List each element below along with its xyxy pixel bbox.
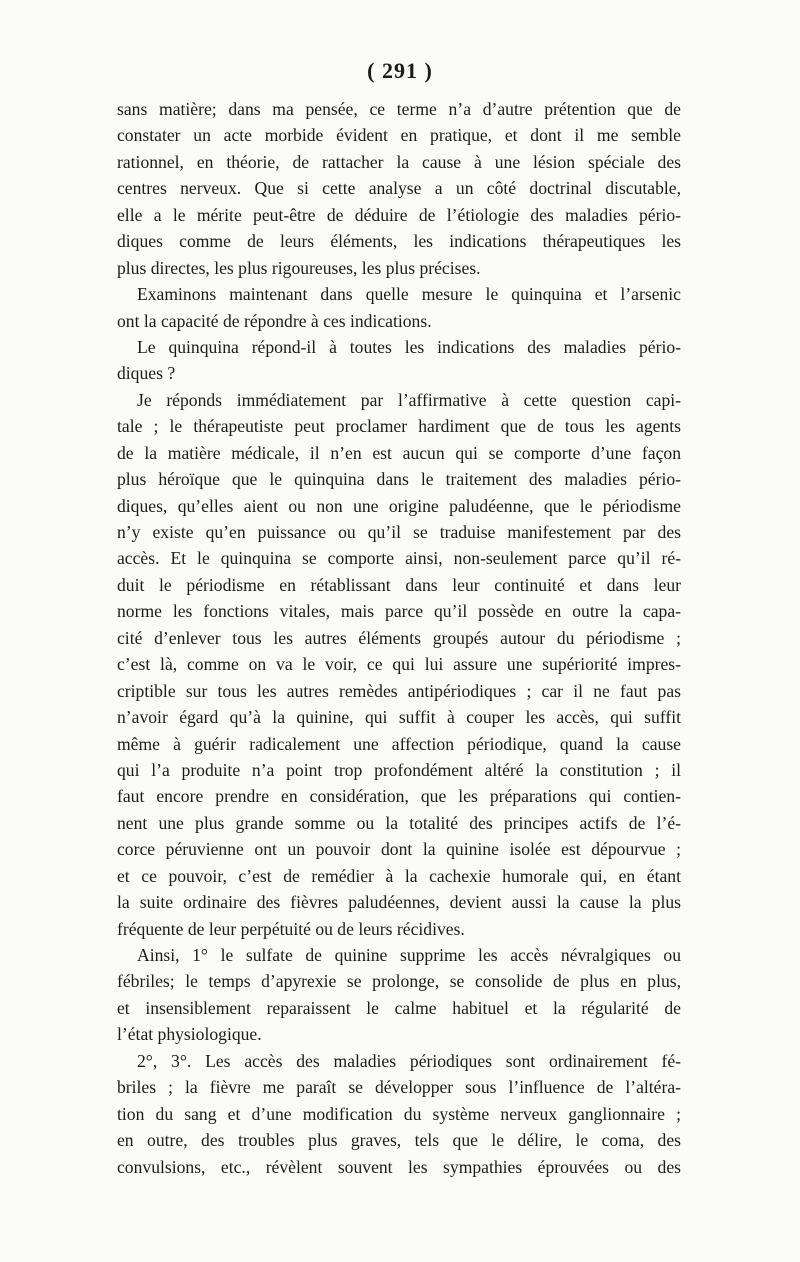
text-line: diques ? [117,363,176,384]
text-line: diques, qu’elles aient ou non une origine paludéenne, que le périodisme [117,495,681,516]
text-line: la suite ordinaire des fièvres paludéennes, devient aussi la cause la plus [117,892,681,913]
body-text [117,96,681,1180]
text-line: de la matière médicale, il n’en est aucun qui se comporte d’une façon [117,442,681,463]
text-line: rationnel, en théorie, de rattacher la cause à une lésion spéciale des [117,151,681,172]
text-line: Ainsi, 1° le sulfate de quinine supprime les accès névralgiques ou [137,945,681,965]
text-line: elle a le mérite peut-être de déduire de l’étiologie des maladies pério- [117,204,681,225]
text-line: qui l’a produite n’a point trop profondément altéré la constitution ; il [117,759,681,780]
text-line: corce péruvienne ont un pouvoir dont la quinine isolée est dépourvue ; [117,839,681,860]
text-line: fébriles; le temps d’apyrexie se prolonge, se consolide de plus en plus, [117,971,681,992]
text-line: diques comme de leurs éléments, les indications thérapeutiques les [117,231,681,252]
text-line: même à guérir radicalement une affection périodique, quand la cause [117,733,681,754]
text-line: fréquente de leur perpétuité ou de leurs récidives. [117,918,465,939]
text-line: l’état physiologique. [117,1024,262,1045]
text-line: norme les fonctions vitales, mais parce qu’il possède en outre la capa- [117,601,681,622]
text-line: Le quinquina répond-il à toutes les indications des maladies pério- [137,336,681,357]
page-number: ( 291 ) [367,58,433,83]
text-line: convulsions, etc., révèlent souvent les sympathies éprouvées ou des [117,1156,681,1177]
text-line: 2°, 3°. Les accès des maladies périodiques sont ordinairement fé- [137,1050,681,1071]
text-line: tale ; le thérapeutiste peut proclamer hardiment que de tous les agents [117,416,681,437]
text-line: c’est là, comme on va le voir, ce qui lui assure une supériorité impres- [117,654,681,675]
text-line: et insensiblement reparaissent le calme habituel et la régularité de [117,997,681,1018]
text-line: centres nerveux. Que si cette analyse a un côté doctrinal discutable, [117,178,681,199]
text-line: Examinons maintenant dans quelle mesure le quinquina et l’arsenic [137,284,681,305]
text-line: et ce pouvoir, c’est de remédier à la cachexie humorale qui, en étant [117,865,681,886]
text-line: criptible sur tous les autres remèdes antipériodiques ; car il ne faut pas [117,680,681,701]
text-line: Je réponds immédiatement par l’affirmative à cette question capi- [137,389,681,410]
text-line: ont la capacité de répondre à ces indications. [117,310,432,331]
text-line: n’y existe qu’en puissance ou qu’il se traduise manifestement par des [117,522,681,542]
text-line: faut encore prendre en considération, que les préparations qui contien- [117,786,681,807]
text-line: plus héroïque que le quinquina dans le traitement des maladies pério- [117,469,681,490]
text-line: tion du sang et d’une modification du système nerveux ganglionnaire ; [117,1103,681,1124]
text-line: duit le périodisme en rétablissant dans leur continuité et dans leur [117,574,681,595]
text-line: briles ; la fièvre me paraît se développer sous l’influence de l’altéra- [117,1077,681,1098]
text-line: constater un acte morbide évident en pratique, et dont il me semble [117,125,681,146]
text-line: en outre, des troubles plus graves, tels que le délire, le coma, des [117,1130,681,1151]
text-line: plus directes, les plus rigoureuses, les plus précises. [117,257,481,278]
text-line: accès. Et le quinquina se comporte ainsi, non-seulement parce qu’il ré- [117,548,681,569]
text-line: cité d’enlever tous les autres éléments groupés autour du périodisme ; [117,627,681,648]
text-line: sans matière; dans ma pensée, ce terme n’a d’autre prétention que de [117,99,681,119]
text-line: n’avoir égard qu’à la quinine, qui suffit à couper les accès, qui suffit [117,707,681,728]
text-line: nent une plus grande somme ou la totalité des principes actifs de l’é- [117,812,681,833]
